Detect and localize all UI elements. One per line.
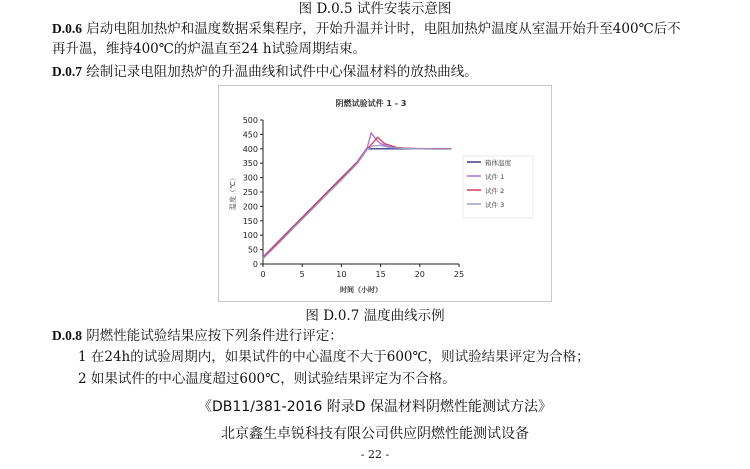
x-axis-label: 时间（小时） (340, 286, 382, 294)
clause-text-d06-line1: 启动电阻加热炉和温度数据采集程序，开始升温并计时，电阻加热炉温度从室温开始升至400℃后不 (86, 21, 681, 37)
clause-text-d07: 绘制记录电阻加热炉的升温曲线和试件中心保温材料的放热曲线。 (86, 64, 478, 80)
y-tick-label: 100 (242, 231, 258, 241)
paragraph-d06-line1 (52, 20, 681, 38)
criteria-item-1: 1 在24h的试验周期内，如果试件的中心温度不大于600℃，则试验结果评定为合格； (78, 349, 590, 365)
series-line-3 (263, 137, 451, 257)
y-tick-label: 300 (242, 173, 258, 183)
figure-d05-caption: 图 D.0.5 试件安装示意图 (298, 1, 452, 17)
clause-text-d08: 阴燃性能试验结果应按下列条件进行评定： (86, 328, 343, 344)
legend-label-4: 试件 3 (485, 201, 505, 209)
chart-svg (219, 86, 551, 301)
y-tick-label: 250 (242, 188, 258, 197)
legend-label-3: 试件 2 (485, 187, 505, 195)
paragraph-d06-line2: 再升温，维持400℃的炉温直至24 h试验周期结束。 (52, 41, 367, 57)
paragraph-d08 (52, 327, 343, 345)
y-axis-label: 温度（℃） (229, 174, 237, 210)
paragraph-d07 (52, 63, 478, 81)
y-tick-label: 50 (247, 245, 258, 255)
footer-company: 北京鑫生卓锐科技有限公司供应阴燃性能测试设备 (221, 426, 529, 442)
clause-number-d06: D.0.6 (52, 21, 82, 36)
y-tick-label: 500 (242, 116, 258, 125)
x-tick-label: 5 (299, 270, 305, 279)
y-tick-label: 150 (242, 216, 258, 226)
criteria-item-2: 2 如果试件的中心温度超过600℃，则试验结果评定为不合格。 (78, 371, 456, 387)
y-tick-label: 200 (242, 202, 258, 212)
page-number: - 22 - (360, 448, 390, 461)
y-tick-label: 450 (242, 130, 258, 140)
footer-standard-title: 《DB11/381-2016 附录D 保温材料阴燃性能测试方法》 (198, 399, 552, 415)
legend-label-1: 箱体温度 (485, 159, 511, 167)
x-tick-label: 20 (414, 270, 425, 279)
series-line-2 (263, 133, 451, 257)
temperature-chart (218, 85, 552, 302)
clause-number-d07: D.0.7 (52, 64, 82, 79)
x-tick-label: 0 (260, 270, 266, 279)
chart-title: 阴燃试验试件 1 - 3 (335, 99, 407, 108)
legend-label-2: 试件 1 (485, 173, 505, 181)
x-tick-label: 15 (375, 270, 386, 279)
x-tick-label: 25 (453, 270, 465, 279)
y-tick-label: 350 (242, 159, 258, 169)
clause-number-d08: D.0.8 (52, 328, 82, 343)
y-tick-label: 400 (242, 144, 258, 154)
series-line-1 (263, 149, 451, 258)
y-tick-label: 0 (252, 260, 258, 269)
x-tick-label: 10 (336, 270, 347, 279)
figure-d07-caption: 图 D.0.7 温度曲线示例 (305, 308, 445, 324)
